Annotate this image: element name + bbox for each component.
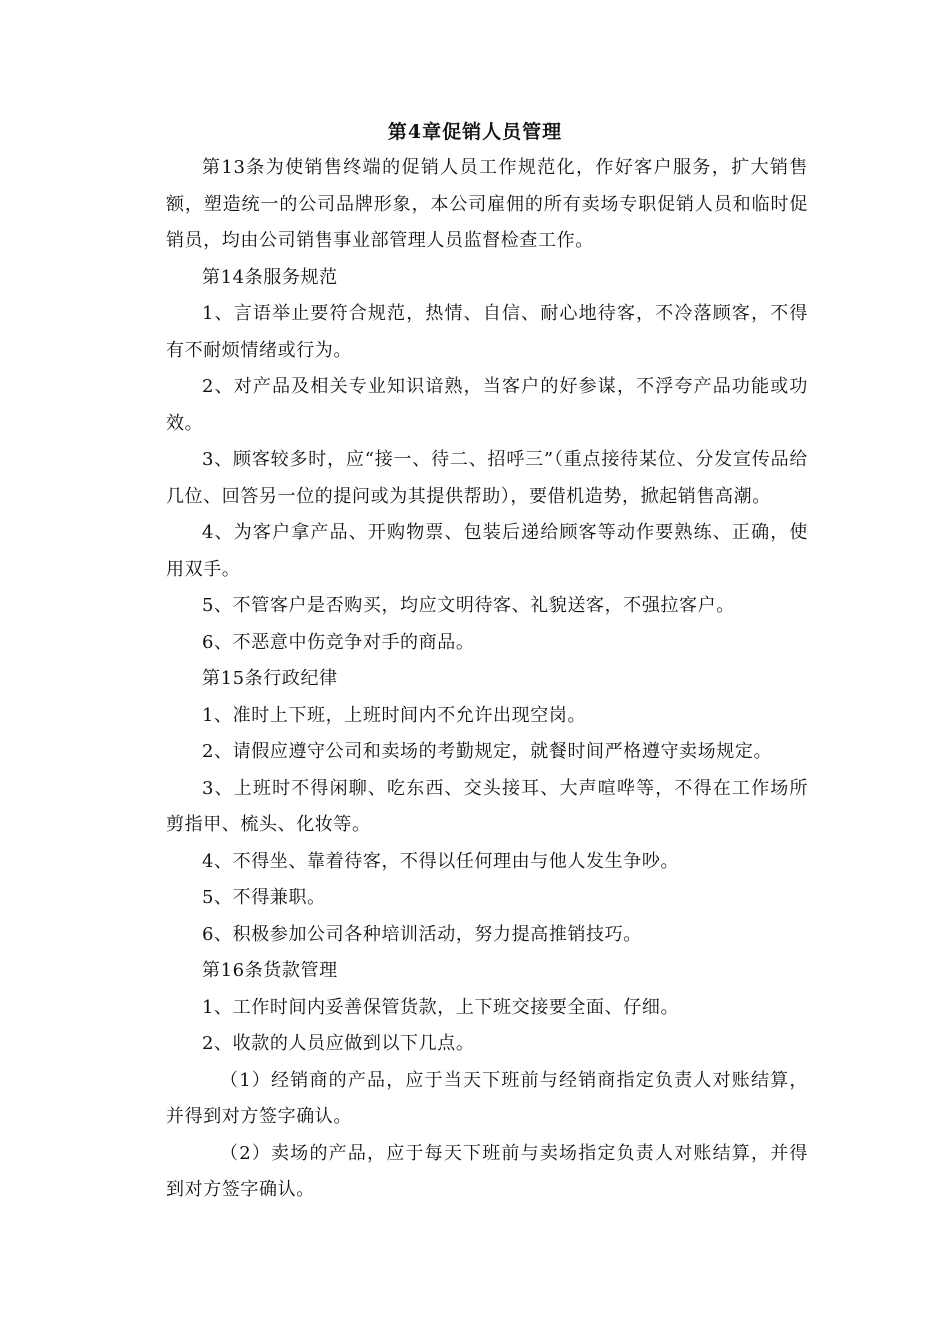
paragraph: 5、不管客户是否购买，均应文明待客、礼貌送客，不强拉客户。 xyxy=(202,595,735,616)
chapter-title: 第4章促销人员管理 xyxy=(387,121,563,143)
paragraph: 2、请假应遵守公司和卖场的考勤规定，就餐时间严格遵守卖场规定。 xyxy=(202,741,773,762)
document-body xyxy=(166,150,808,1209)
paragraph: （2）卖场的产品，应于每天下班前与卖场指定负责人对账结算，并得到对方签字确认。 xyxy=(166,1142,808,1200)
paragraph: 1、言语举止要符合规范，热情、自信、耐心地待客，不冷落顾客，不得有不耐烦情绪或行为。 xyxy=(166,303,808,361)
paragraph: 3、上班时不得闲聊、吃东西、交头接耳、大声喧哗等，不得在工作场所剪指甲、梳头、化妆等。 xyxy=(166,777,808,835)
paragraph: 2、收款的人员应做到以下几点。 xyxy=(202,1033,475,1054)
paragraph: 第14条服务规范 xyxy=(202,266,338,288)
paragraph: （1）经销商的产品，应于当天下班前与经销商指定负责人对账结算，并得到对方签字确认。 xyxy=(166,1069,808,1127)
paragraph: 6、积极参加公司各种培训活动，努力提高推销技巧。 xyxy=(202,923,642,945)
paragraph: 第13条为使销售终端的促销人员工作规范化，作好客户服务，扩大销售额，塑造统一的公司品牌形象，本公司雇佣的所有卖场专职促销人员和临时促销员，均由公司销售事业部管理人员监督检查工作。 xyxy=(166,157,808,251)
paragraph: 1、工作时间内妥善保管货款，上下班交接要全面、仔细。 xyxy=(202,996,680,1018)
paragraph: 1、准时上下班，上班时间内不允许出现空岗。 xyxy=(202,704,587,726)
paragraph: 5、不得兼职。 xyxy=(202,887,326,908)
paragraph: 第15条行政纪律 xyxy=(202,668,338,689)
paragraph: 4、不得坐、靠着待客，不得以任何理由与他人发生争吵。 xyxy=(202,850,680,872)
paragraph: 4、为客户拿产品、开购物票、包装后递给顾客等动作要熟练、正确，使用双手。 xyxy=(166,522,808,580)
paragraph: 2、对产品及相关专业知识谙熟，当客户的好参谋，不浮夸产品功能或功效。 xyxy=(166,376,808,434)
paragraph: 3、顾客较多时，应“接一、待二、招呼三”（重点接待某位、分发宣传品给几位、回答另一位的提问或为其提供帮助），要借机造势，掀起销售高潮。 xyxy=(166,449,808,507)
paragraph: 6、不恶意中伤竞争对手的商品。 xyxy=(202,631,475,653)
paragraph: 第16条货款管理 xyxy=(202,960,338,981)
